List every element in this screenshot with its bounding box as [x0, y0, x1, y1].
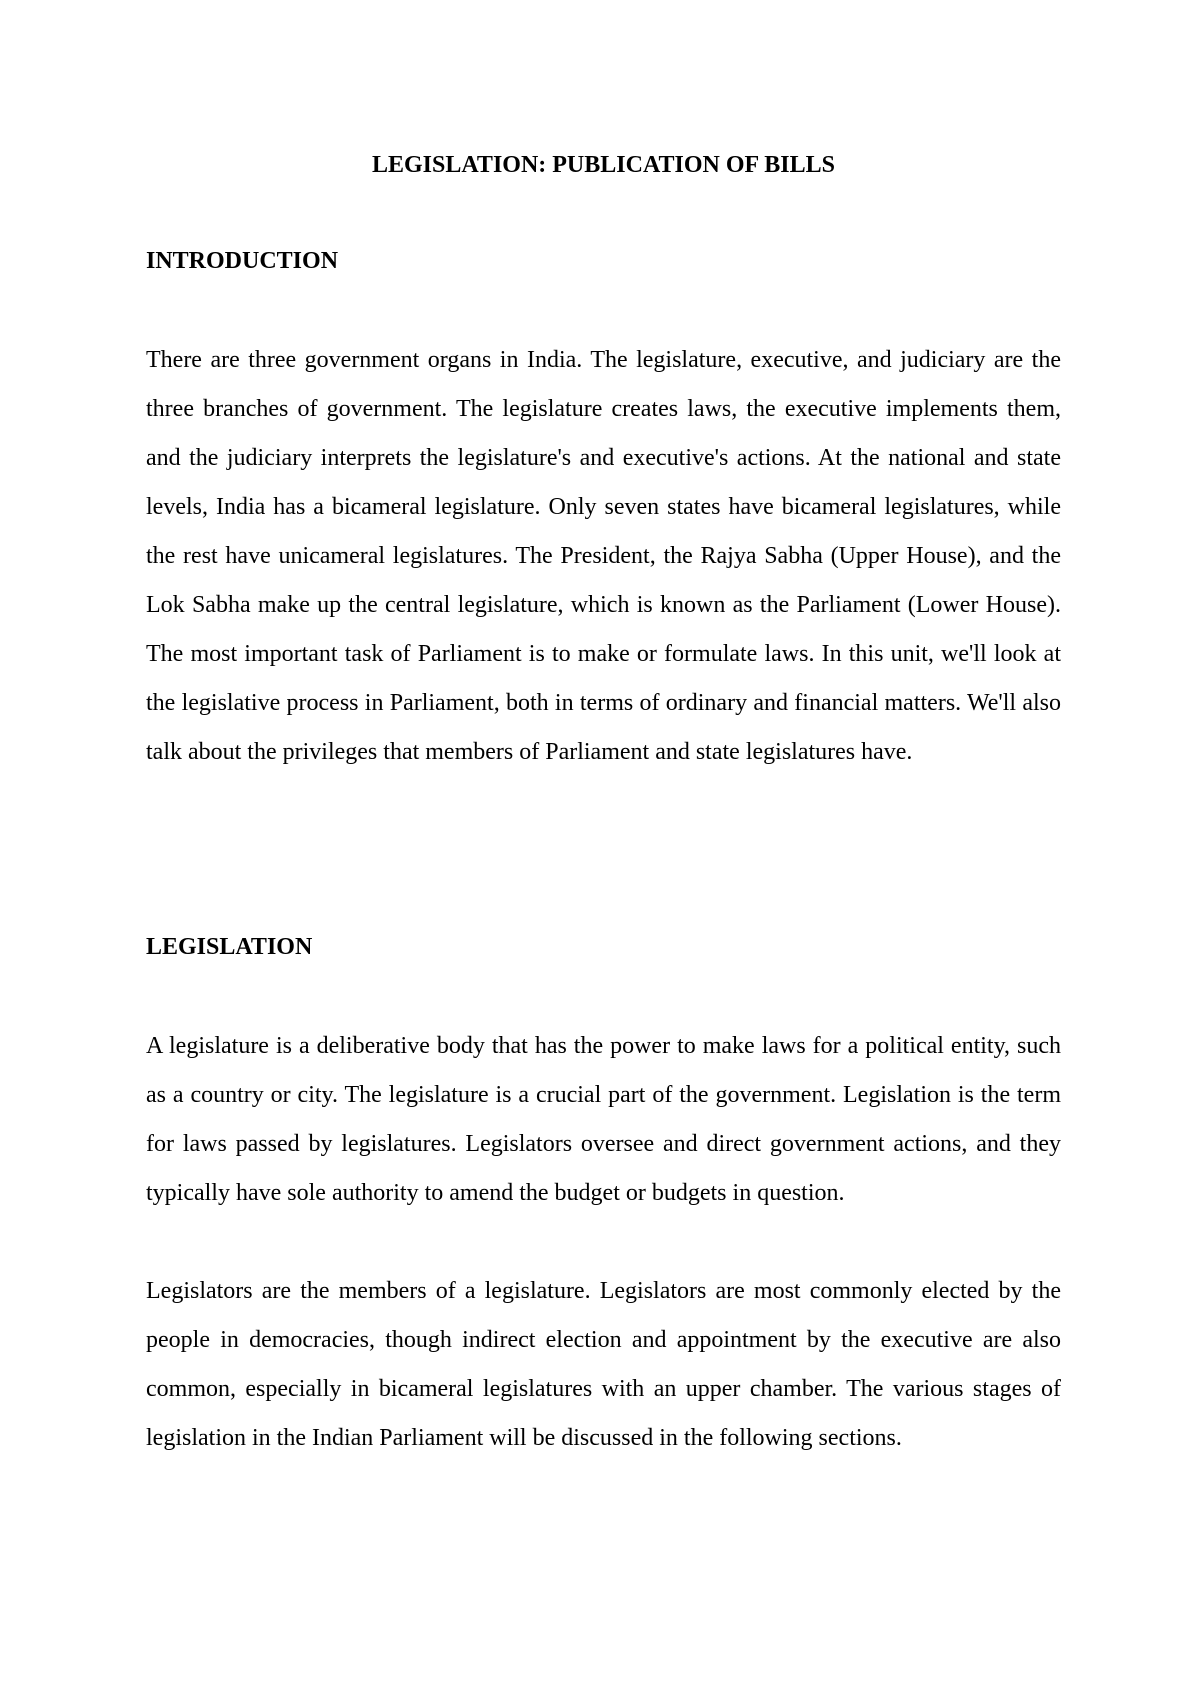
section-heading-legislation: LEGISLATION: [146, 934, 313, 960]
document-page: [146, 0, 1061, 1698]
document-title: LEGISLATION: PUBLICATION OF BILLS: [372, 152, 835, 178]
section-heading-introduction: INTRODUCTION: [146, 248, 339, 274]
introduction-paragraph: There are three government organs in India. The legislature, executive, and judiciary are the three branches of government. The legislature creates laws, the executive implements them, and the judiciary interprets the legislature's and executive's actions. At the national and state levels, India has a bicameral legislature. Only seven states have bicameral legislatures, while the rest have unicameral legislatures. The President, the Rajya Sabha (Upper House), and the Lok Sabha make up the central legislature, which is known as the Parliament (Lower House). The most important task of Parliament is to make or formulate laws. In this unit, we'll look at the legislative process in Parliament, both in terms of ordinary and financial matters. We'll also talk about the privileges that members of Parliament and state legislatures have.: [146, 347, 1061, 765]
legislation-paragraph-2: Legislators are the members of a legislature. Legislators are most commonly elected by the people in democracies, though indirect election and appointment by the executive are also common, especially in bicameral legislatures with an upper chamber. The various stages of legislation in the Indian Parliament will be discussed in the following sections.: [146, 1278, 1061, 1451]
legislation-paragraph-1: A legislature is a deliberative body that has the power to make laws for a political entity, such as a country or city. The legislature is a crucial part of the government. Legislation is the term for laws passed by legislatures. Legislators oversee and direct government actions, and they typically have sole authority to amend the budget or budgets in question.: [146, 1033, 1061, 1206]
